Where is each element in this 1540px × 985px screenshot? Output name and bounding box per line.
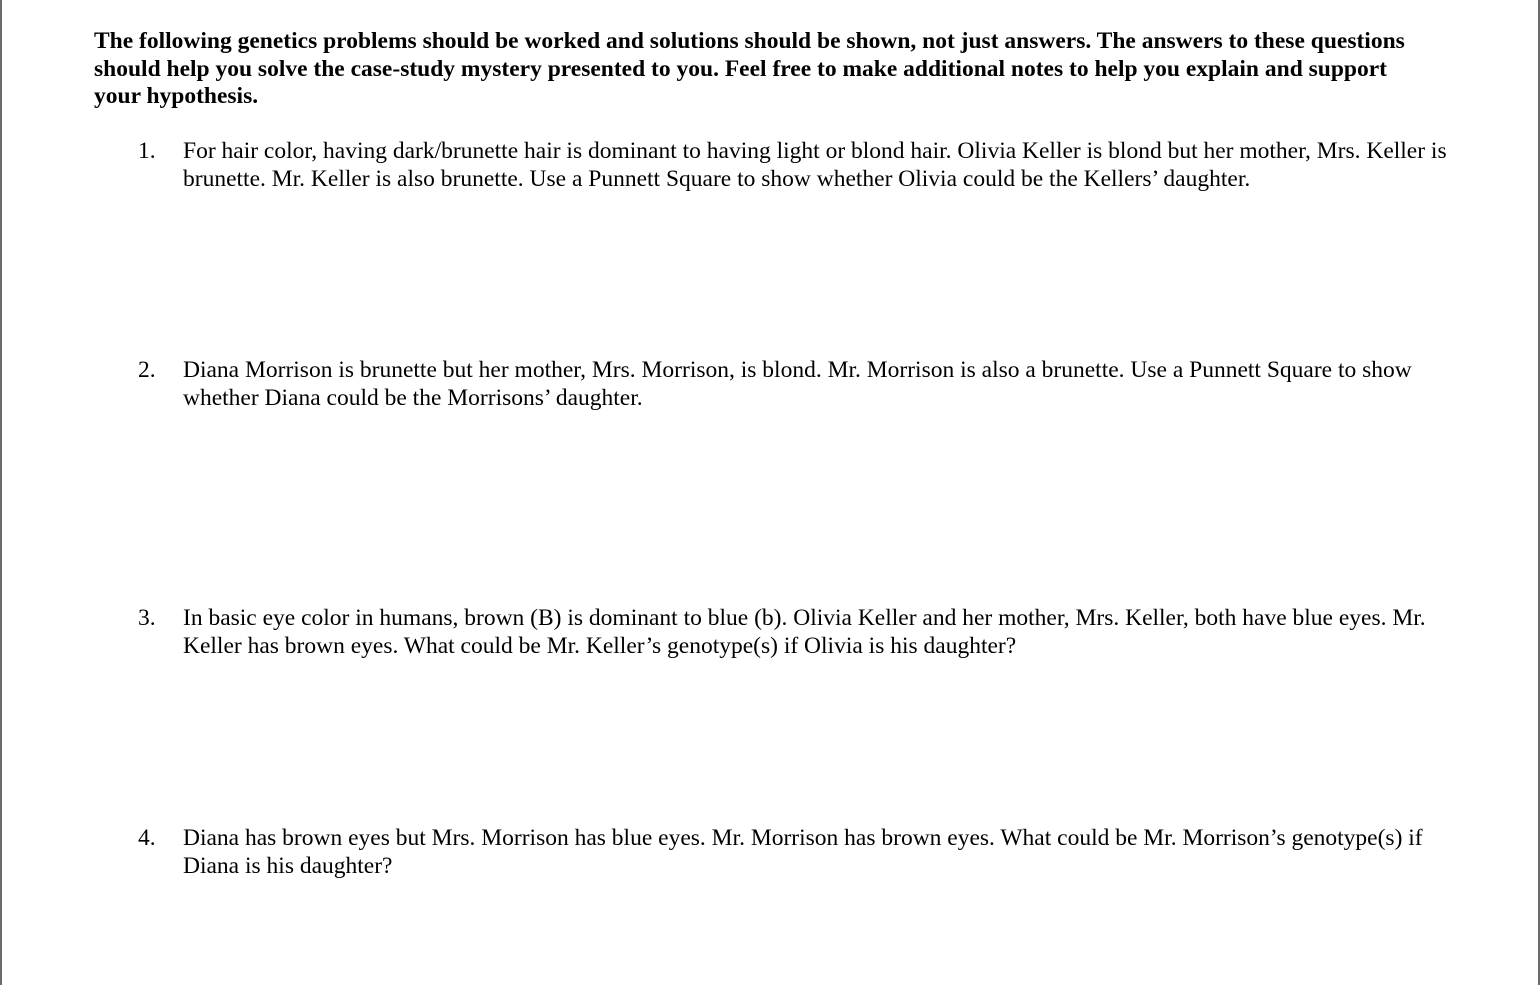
question-text: In basic eye color in humans, brown (B) is dominant to blue (b). Olivia Keller and her mother, Mrs. Keller, both have blue eyes. Mr. Keller has brown eyes. What could be Mr. Keller’s genotype(s) if Olivia is his daughter? [183,605,1426,659]
question-item-2 [138,357,1468,412]
question-text: Diana Morrison is brunette but her mother, Mrs. Morrison, is blond. Mr. Morrison is also a brunette. Use a Punnett Square to show whether Diana could be the Morrisons’ daughter. [183,357,1412,411]
question-item-4 [138,825,1468,880]
question-item-3 [138,605,1468,660]
question-text: Diana has brown eyes but Mrs. Morrison has blue eyes. Mr. Morrison has brown eyes. What could be Mr. Morrison’s genotype(s) if Diana is his daughter? [183,825,1423,879]
question-item-1 [138,138,1468,193]
question-number: 2. [138,357,156,383]
question-text: For hair color, having dark/brunette hair is dominant to having light or blond hair. Olivia Keller is blond but her mother, Mrs. Keller is brunette. Mr. Keller is also brunette. Use a Punnett Square to show whether Olivia could be the Kellers’ daughter. [183,138,1447,192]
question-number: 1. [138,138,156,164]
question-number: 3. [138,605,156,631]
question-number: 4. [138,825,156,851]
instructions-paragraph: The following genetics problems should be worked and solutions should be shown, not just answers. The answers to these questions should help you solve the case-study mystery presented to you. Feel free to make additional notes to help you explain and support your hypothesis. [94,28,1405,109]
